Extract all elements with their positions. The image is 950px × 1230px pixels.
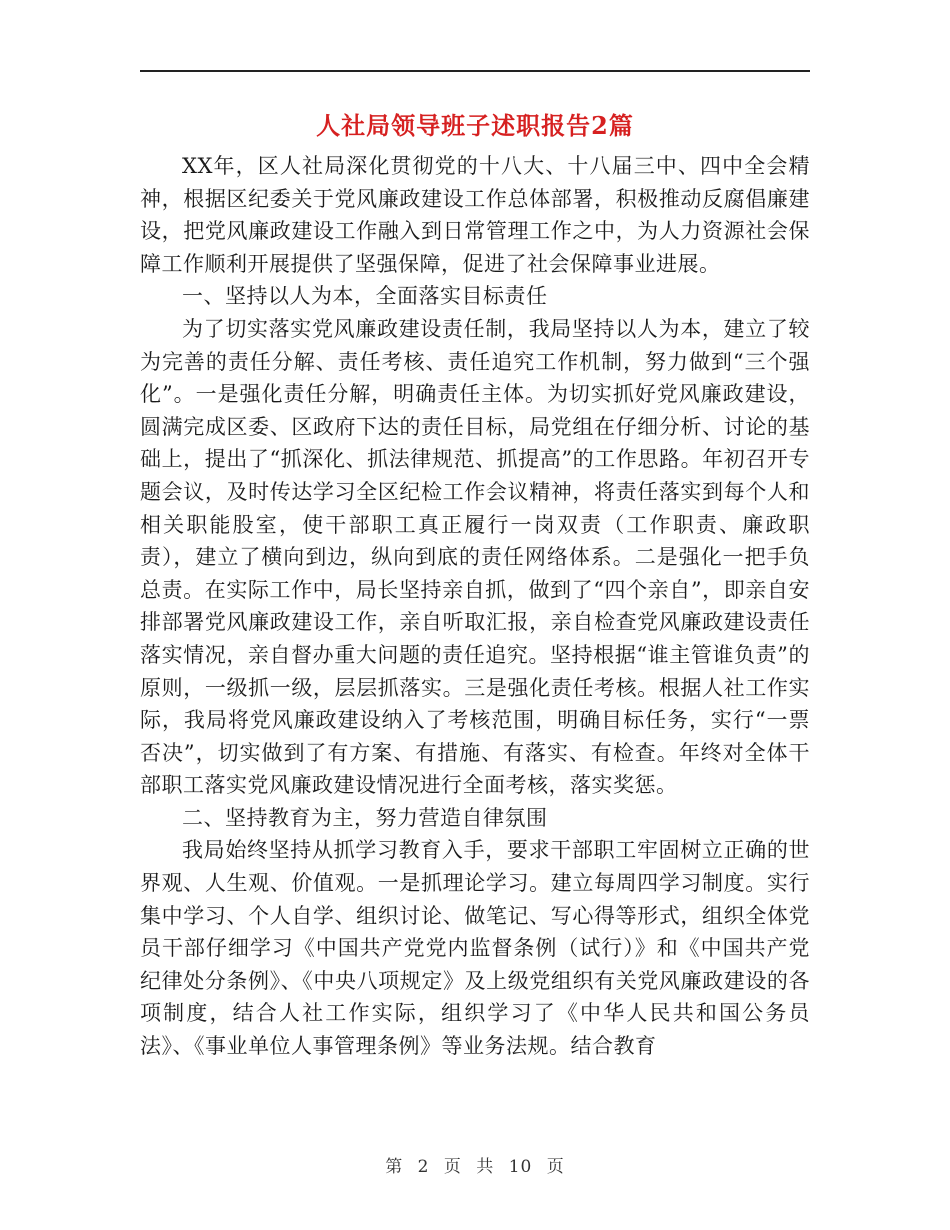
total-prefix: 共 — [476, 1157, 495, 1177]
page-footer — [0, 1152, 950, 1177]
intro-paragraph: XX年，区人社局深化贯彻党的十八大、十八届三中、四中全会精神，根据区纪委关于党风廉政建设工作总体部署，积极推动反腐倡廉建设，把党风廉政建设工作融入到日常管理工作之中，为人力资源社会保障工作顺利开展提供了坚强保障，促进了社会保障事业进展。 — [140, 154, 810, 276]
total-pages: 10 — [508, 1157, 533, 1177]
page-prefix: 第 — [385, 1157, 404, 1177]
document-title: 人社局领导班子述职报告2篇 — [316, 111, 634, 140]
page-number: 2 — [417, 1157, 430, 1177]
section-2-paragraph: 我局始终坚持从抓学习教育入手，要求干部职工牢固树立正确的世界观、人生观、价值观。一是抓理论学习。建立每周四学习制度。实行集中学习、个人自学、组织讨论、做笔记、写心得等形式，组织全体党员干部仔细学习《中国共产党党内监督条例（试行）》和《中国共产党纪律处分条例》、《中央八项规定》及上级党组织有关党风廉政建设的各项制度，结合人社工作实际，组织学习了《中华人民共和国公务员法》、《事业单位人事管理条例》等业务法规。结合教育 — [140, 838, 810, 1059]
section-heading-1: 一、坚持以人为本，全面落实目标责任 — [182, 284, 548, 309]
section-heading-2: 二、坚持教育为主，努力营造自律氛围 — [182, 805, 548, 830]
section-1-paragraph: 为了切实落实党风廉政建设责任制，我局坚持以人为本，建立了较为完善的责任分解、责任考核、责任追究工作机制，努力做到“三个强化”。一是强化责任分解，明确责任主体。为切实抓好党风廉政建设，圆满完成区委、区政府下达的责任目标，局党组在仔细分析、讨论的基础上，提出了“抓深化、抓法律规范、抓提高”的工作思路。年初召开专题会议，及时传达学习全区纪检工作会议精神，将责任落实到每个人和相关职能股室，使干部职工真正履行一岗双责（工作职责、廉政职责），建立了横向到边，纵向到底的责任网络体系。二是强化一把手负总责。在实际工作中，局长坚持亲自抓，做到了“四个亲自”，即亲自安排部署党风廉政建设工作，亲自听取汇报，亲自检查党风廉政建设责任落实情况，亲自督办重大问题的责任追究。坚持根据“谁主管谁负责”的原则，一级抓一级，层层抓落实。三是强化责任考核。根据人社工作实际，我局将党风廉政建设纳入了考核范围，明确目标任务，实行“一票否决”，切实做到了有方案、有措施、有落实、有检查。年终对全体干部职工落实党风廉政建设情况进行全面考核，落实奖惩。 — [140, 316, 810, 798]
header-rule — [140, 70, 810, 72]
page-unit: 页 — [443, 1157, 462, 1177]
document-body — [140, 150, 810, 1063]
total-unit: 页 — [546, 1157, 565, 1177]
